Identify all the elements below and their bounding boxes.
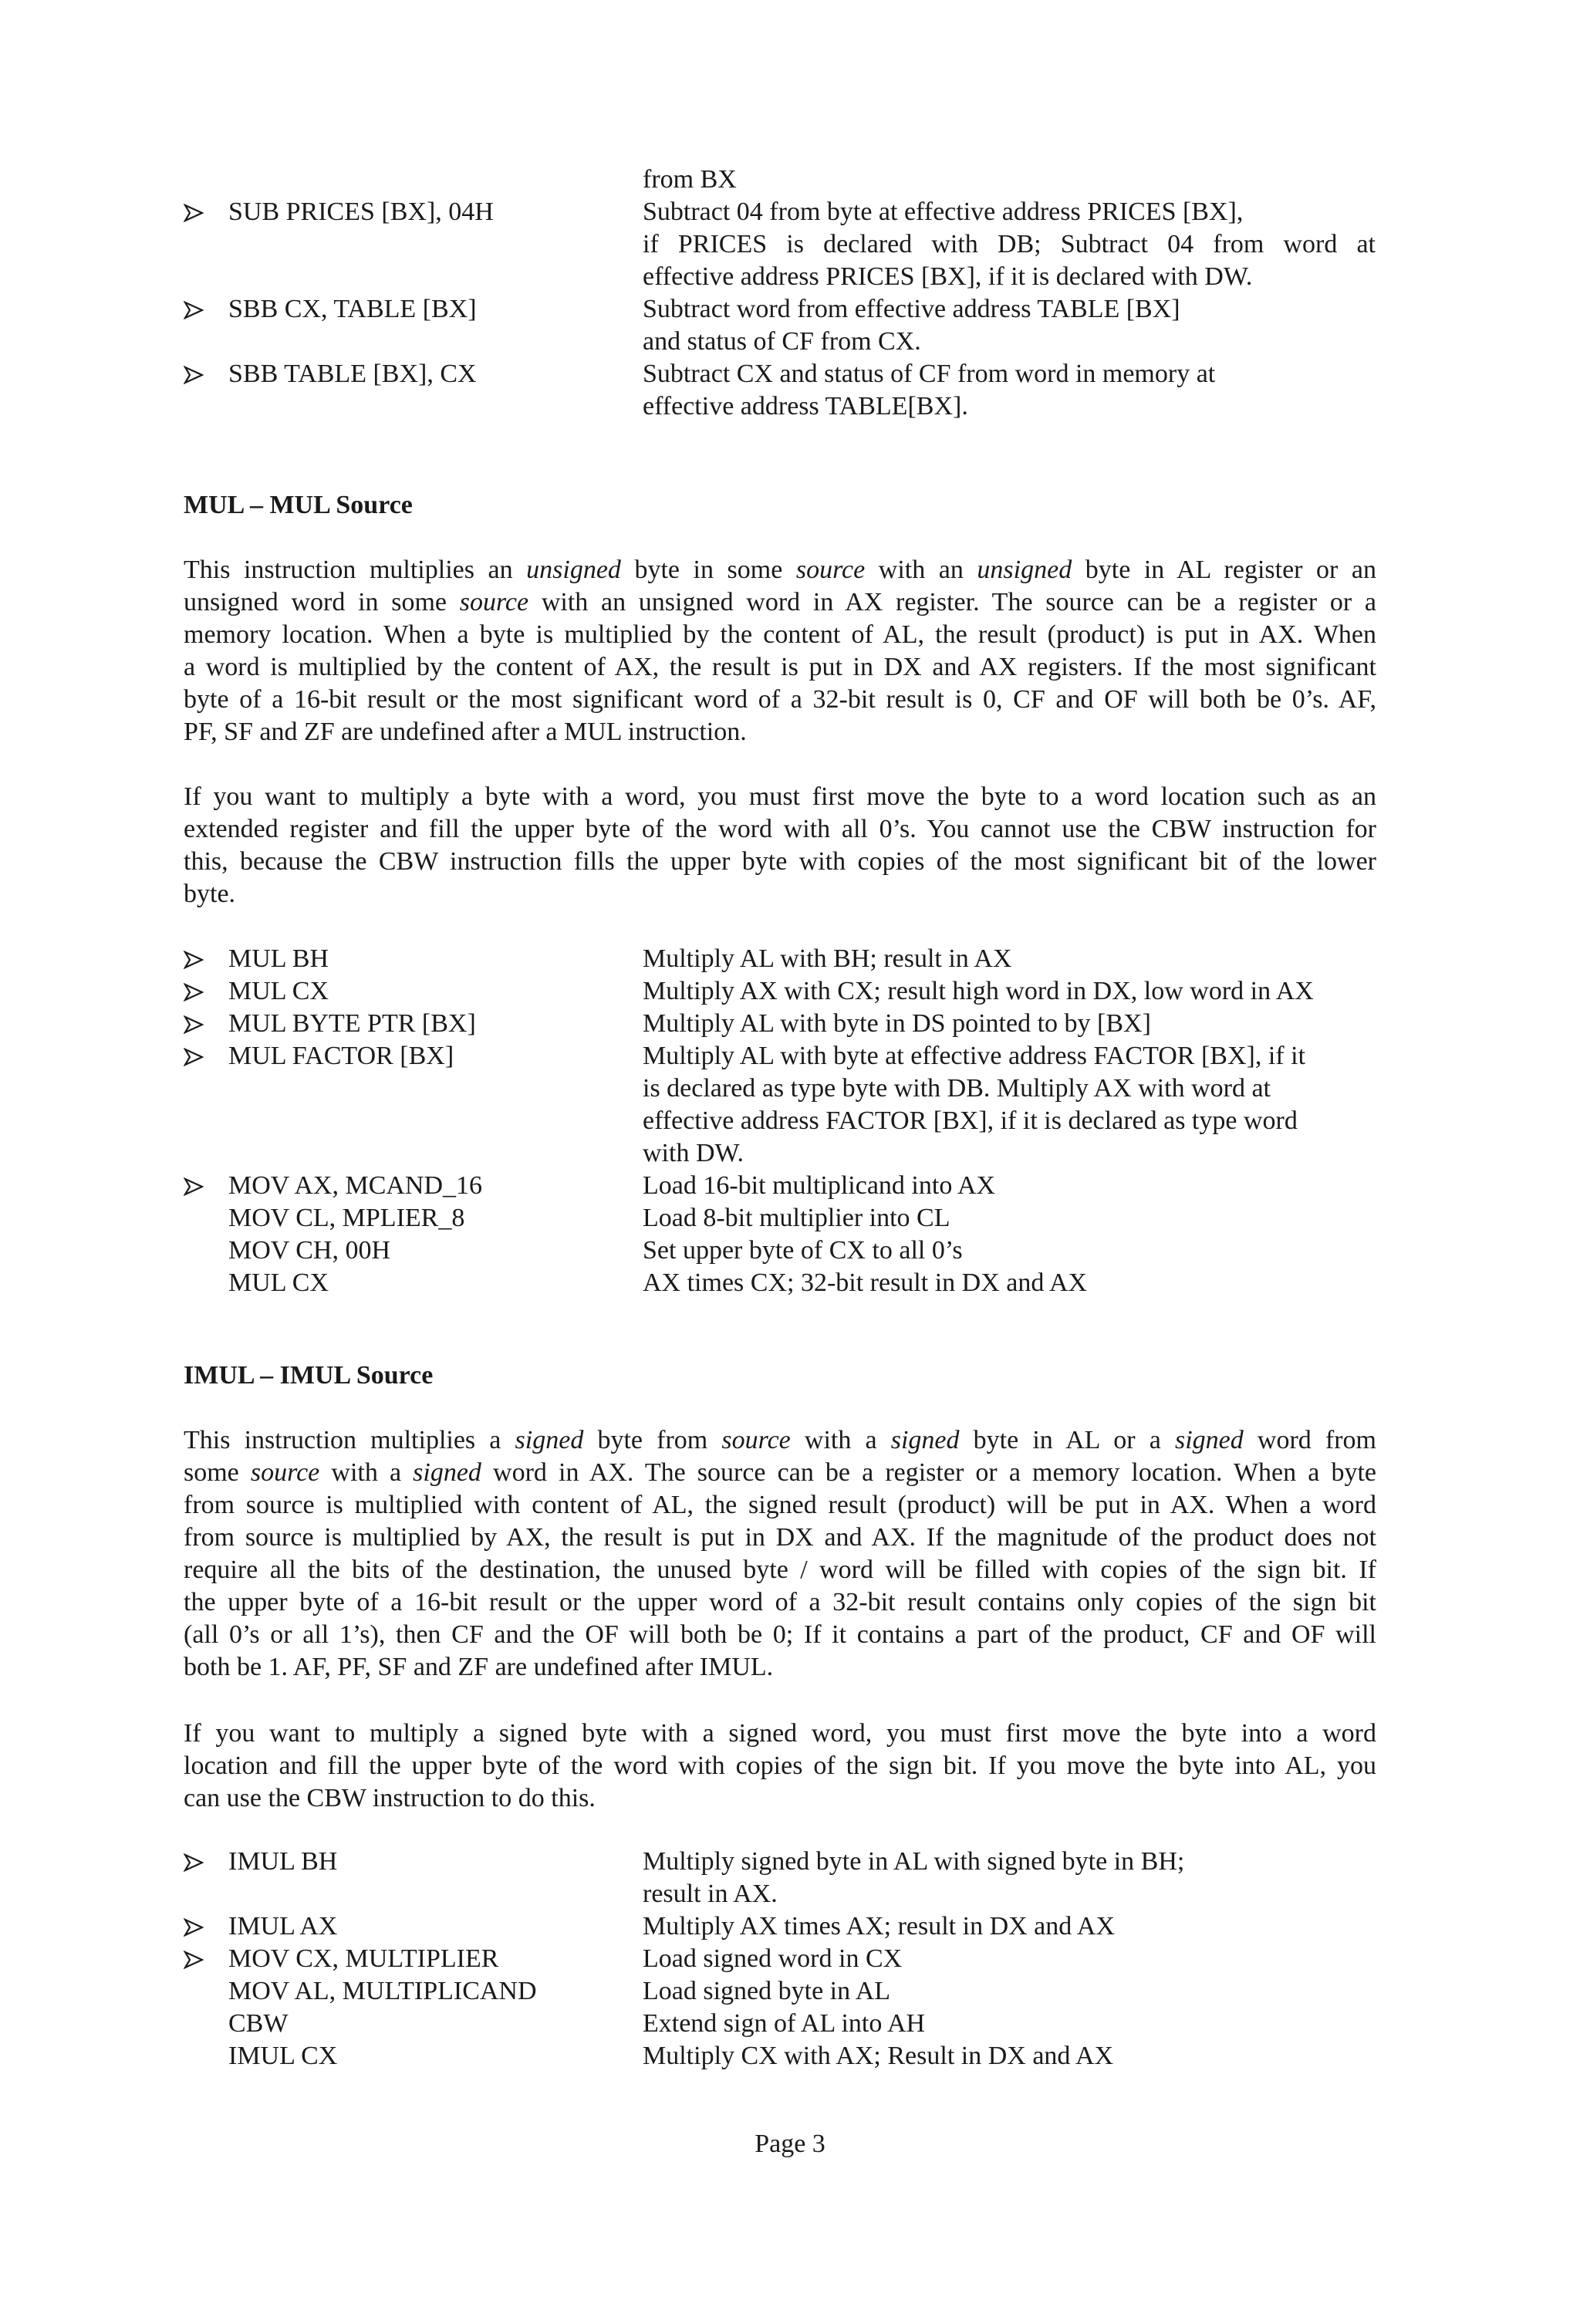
paragraph-line: location and fill the upper byte of the word with copies of the sign bit. If you move the byte into AL, you [184,1751,1376,1780]
imul-examples [184,1846,1376,2072]
instruction-description [643,1235,1376,1267]
description-line: Multiply AL with BH; result in AX [643,944,1012,973]
paragraph-line: can use the CBW instruction to do this. [184,1784,596,1812]
instruction-example [184,1910,1376,1943]
instruction-code: IMUL BH [228,1847,338,1876]
arrow-bullet-icon [184,1943,214,1969]
instruction-example [184,943,1376,975]
instruction-example [184,293,1376,358]
paragraph-line: require all the bits of the destination, the unused byte / word will be filled with copies of the sign bit. If [184,1556,1376,1584]
instruction-description [643,1846,1376,1910]
paragraph-line: a word is multiplied by the content of AX, the result is put in DX and AX registers. If the most significant [184,653,1376,681]
instruction-example [184,1040,1376,1170]
instruction-example [184,1202,1376,1235]
description-line: Load 16-bit multiplicand into AX [643,1171,996,1200]
paragraph-line: this, because the CBW instruction fills the upper byte with copies of the most significant bit of the lower [184,847,1376,876]
description-line: Multiply CX with AX; Result in DX and AX [643,2042,1114,2070]
instruction-code: IMUL AX [228,1912,338,1941]
instruction-code: SBB CX, TABLE [BX] [228,295,477,323]
paragraph-line: memory location. When a byte is multiplied by the content of AL, the result (product) is put in AX. When [184,620,1376,649]
description-line: Subtract 04 from byte at effective address PRICES [BX], [643,198,1244,226]
instruction-code: CBW [228,2009,289,2038]
imul-description-paragraph [184,1424,1376,1684]
description-line: Subtract CX and status of CF from word in memory at [643,360,1216,388]
mul-byte-word-paragraph [184,781,1376,910]
instruction-example [184,1008,1376,1040]
description-line: effective address PRICES [BX], if it is declared with DW. [643,262,1253,291]
instruction-code: SBB TABLE [BX], CX [228,360,477,388]
description-line: AX times CX; 32-bit result in DX and AX [643,1268,1088,1297]
paragraph-line: byte of a 16-bit result or the most significant word of a 32-bit result is 0, CF and OF will both be 0’s. AF, [184,685,1376,714]
description-line: Subtract word from effective address TABLE [BX] [643,295,1180,323]
description-line: Multiply AL with byte at effective address FACTOR [BX], if it [643,1042,1306,1070]
arrow-bullet-icon [184,1170,214,1196]
paragraph-line: from source is multiplied by AX, the result is put in DX and AX. If the magnitude of the product does not [184,1523,1376,1552]
instruction-example [184,975,1376,1008]
paragraph-line: some source with a signed word in AX. The source can be a register or a memory location. When a byte [184,1458,1376,1487]
paragraph-line: extended register and fill the upper byte of the word with all 0’s. You cannot use the CBW instruction for [184,815,1376,843]
description-line: Extend sign of AL into AH [643,2009,926,2038]
instruction-description [643,1975,1376,2008]
instruction-description [643,1170,1376,1202]
paragraph-line: If you want to multiply a signed byte with a signed word, you must first move the byte into a word [184,1719,1376,1748]
paragraph-line: byte. [184,880,236,908]
description-line: Multiply signed byte in AL with signed byte in BH; [643,1847,1185,1876]
arrow-bullet-icon [184,358,214,384]
instruction-example [184,358,1376,423]
description-line: Load signed word in CX [643,1944,903,1973]
description-line: Multiply AL with byte in DS pointed to by [BX] [643,1009,1151,1038]
instruction-code: MOV AX, MCAND_16 [228,1171,483,1200]
instruction-description [643,1008,1376,1040]
arrow-bullet-icon [184,1040,214,1066]
instruction-example [184,2040,1376,2072]
instruction-description [643,164,1376,196]
instruction-description [643,196,1376,293]
instruction-code: MOV CH, 00H [228,1236,391,1265]
instruction-example [184,1943,1376,1975]
description-line: Set upper byte of CX to all 0’s [643,1236,963,1265]
imul-heading: IMUL – IMUL Source [184,1361,434,1390]
instruction-description [643,1202,1376,1235]
description-line: and status of CF from CX. [643,327,921,356]
description-line: effective address FACTOR [BX], if it is declared as type word [643,1106,1298,1135]
instruction-description [643,358,1376,423]
paragraph-line: If you want to multiply a byte with a word, you must first move the byte to a word location such as an [184,782,1376,811]
instruction-code: IMUL CX [228,2042,338,2070]
description-line: result in AX. [643,1880,778,1908]
description-line: if PRICES is declared with DB; Subtract 04 from word at [643,230,1376,258]
instruction-description [643,975,1376,1008]
instruction-code: MUL BH [228,944,329,973]
instruction-code: MOV CX, MULTIPLIER [228,1944,499,1973]
instruction-code: MOV CL, MPLIER_8 [228,1204,465,1232]
paragraph-line: This instruction multiplies an unsigned byte in some source with an unsigned byte in AL register or an [184,556,1376,584]
instruction-example [184,2008,1376,2040]
mul-heading: MUL – MUL Source [184,491,413,519]
instruction-example [184,164,1376,196]
mul-examples [184,943,1376,1299]
instruction-example [184,1846,1376,1910]
description-line: Load signed byte in AL [643,1977,891,2005]
description-line: from BX [643,165,737,194]
instruction-example [184,1975,1376,2008]
instruction-code: MUL FACTOR [BX] [228,1042,454,1070]
description-line: Multiply AX times AX; result in DX and AX [643,1912,1115,1941]
instruction-description [643,1943,1376,1975]
paragraph-line: from source is multiplied with content of AL, the signed result (product) will be put in AX. When a word [184,1491,1376,1519]
imul-signed-byte-paragraph [184,1718,1376,1815]
arrow-bullet-icon [184,1846,214,1872]
paragraph-line: unsigned word in some source with an unsigned word in AX register. The source can be a register or a [184,588,1377,616]
description-line: Load 8-bit multiplier into CL [643,1204,950,1232]
arrow-bullet-icon [184,1910,214,1937]
instruction-example [184,196,1376,293]
paragraph-line: PF, SF and ZF are undefined after a MUL instruction. [184,718,747,746]
instruction-description [643,1040,1376,1170]
arrow-bullet-icon [184,943,214,969]
description-line: Multiply AX with CX; result high word in DX, low word in AX [643,977,1314,1005]
instruction-example [184,1235,1376,1267]
instruction-code: MUL CX [228,1268,329,1297]
sub-sbb-examples [184,164,1376,423]
page-number: Page 3 [755,2130,825,2158]
instruction-description [643,2040,1376,2072]
instruction-description [643,2008,1376,2040]
paragraph-line: This instruction multiplies a signed byte from source with a signed byte in AL or a signed word from [184,1426,1376,1454]
arrow-bullet-icon [184,196,214,222]
description-line: is declared as type byte with DB. Multiply AX with word at [643,1074,1271,1103]
paragraph-line: the upper byte of a 16-bit result or the upper word of a 32-bit result contains only copies of the sign bit [184,1588,1376,1616]
instruction-code: MUL BYTE PTR [BX] [228,1009,476,1038]
arrow-bullet-icon [184,293,214,319]
instruction-description [643,1267,1376,1299]
paragraph-line: (all 0’s or all 1’s), then CF and the OF will both be 0; If it contains a part of the product, CF and OF will [184,1620,1376,1649]
instruction-code: SUB PRICES [BX], 04H [228,198,494,226]
arrow-bullet-icon [184,975,214,1002]
instruction-description [643,943,1376,975]
instruction-description [643,1910,1376,1943]
arrow-bullet-icon [184,1008,214,1034]
description-line: with DW. [643,1139,744,1167]
description-line: effective address TABLE[BX]. [643,392,968,421]
instruction-code: MOV AL, MULTIPLICAND [228,1977,537,2005]
mul-description-paragraph [184,554,1376,748]
instruction-description [643,293,1376,358]
instruction-example [184,1267,1376,1299]
instruction-code: MUL CX [228,977,329,1005]
paragraph-line: both be 1. AF, PF, SF and ZF are undefined after IMUL. [184,1653,774,1681]
instruction-example [184,1170,1376,1202]
